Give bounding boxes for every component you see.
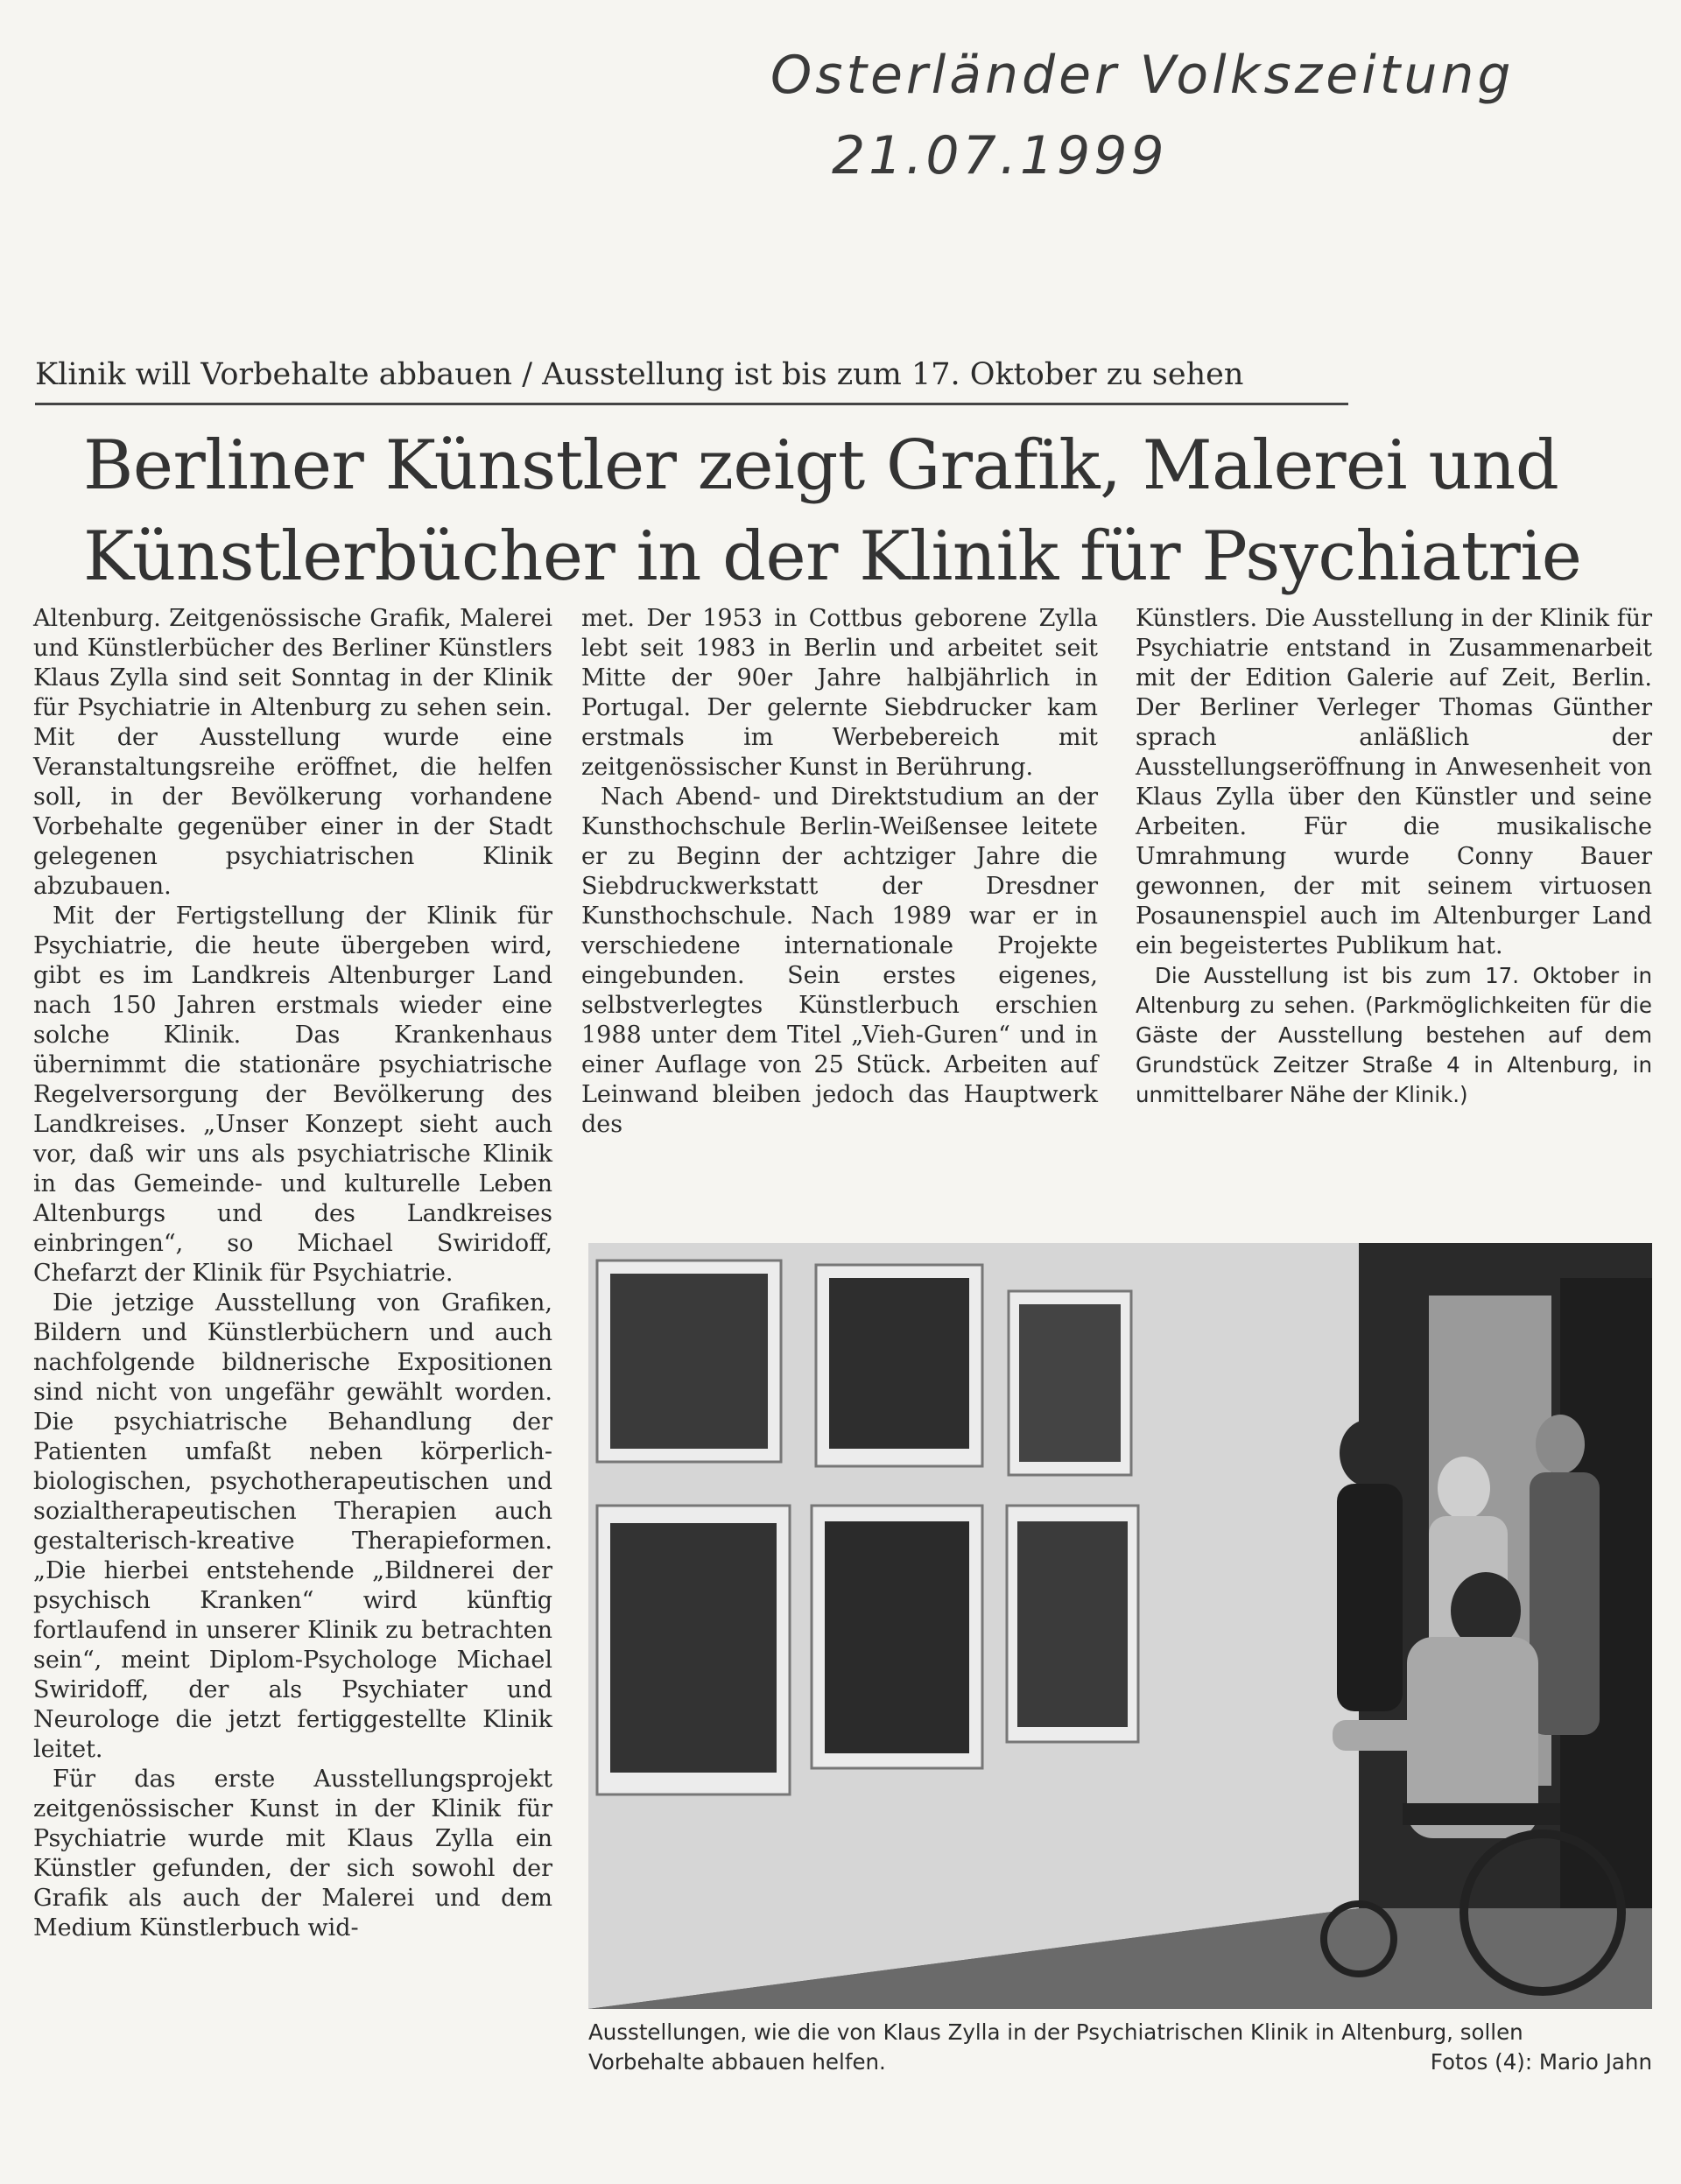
exhibition-photo — [588, 1243, 1652, 2009]
caption-text: Ausstellungen, wie die von Klaus Zylla in der Psychiatrischen Klinik in Altenburg, sollen Vorbehalte abbauen helfen. — [588, 2019, 1523, 2075]
handwritten-date: 21.07.1999 — [832, 125, 1168, 186]
photo-caption — [588, 2018, 1652, 2077]
paragraph: Künstlers. Die Ausstellung in der Klinik für Psychiatrie entstand in Zusammenarbeit mit der Edition Galerie auf Zeit, Berlin. Der Berliner Verleger Thomas Günther sprach anläßlich der Ausstellungseröffnung in Anwesenheit von Klaus Zylla über den Künstler und seine Arbeiten. Für die musikalische Umrahmung wurde Conny Bauer gewonnen, der mit seinem virtuosen Posaunenspiel auch im Altenburger Land ein begeistertes Publikum hat. — [1136, 605, 1652, 959]
article-column-1 — [33, 604, 552, 2118]
exhibition-info: Die Ausstellung ist bis zum 17. Oktober in Altenburg zu sehen. (Parkmöglichkeiten für die Gäste der Ausstellung bestehen auf dem Grundstück Zeitzer Straße 4 in Altenburg, in unmittelbarer Nähe der Klinik.) — [1136, 963, 1652, 1107]
handwritten-note — [770, 35, 1628, 196]
paragraph: met. Der 1953 in Cottbus geborene Zylla lebt seit 1983 in Berlin und arbeitet seit Mitte der 90er Jahre halbjährlich in Portugal. Der gelernte Siebdrucker kam erstmals im Werbebereich mit zeitgenössischer Kunst in Berührung. — [581, 605, 1098, 781]
paragraph: Altenburg. Zeitgenössische Grafik, Malerei und Künstlerbücher des Berliner Künstlers Klaus Zylla sind seit Sonntag in der Klinik für Psychiatrie in Altenburg zu sehen sein. Mit der Ausstellung wurde eine Veranstaltungsreihe eröffnet, die helfen soll, in der Bevölkerung vorhandene Vorbehalte gegenüber einer in der Stadt gelegenen psychiatrischen Klinik abzubauen. — [33, 605, 552, 900]
exhibition-photo-illustration — [588, 1243, 1652, 2009]
headline-line-2: Künstlerbücher in der Klinik für Psychiatrie — [83, 517, 1582, 596]
handwritten-source: Osterländer Volkszeitung — [770, 45, 1515, 106]
overline-rule — [35, 403, 1348, 405]
overline: Klinik will Vorbehalte abbauen / Ausstellung ist bis zum 17. Oktober zu sehen — [35, 357, 1244, 392]
article-column-2 — [581, 604, 1098, 1208]
paragraph: Für das erste Ausstellungsprojekt zeitgenössischer Kunst in der Klinik für Psychiatrie wurde mit Klaus Zylla ein Künstler gefunden, der sich sowohl der Grafik als auch der Malerei und dem Medium Künstlerbuch wid- — [33, 1766, 552, 1942]
paragraph: Die jetzige Ausstellung von Grafiken, Bildern und Künstlerbüchern und auch nachfolgende bildnerische Expositionen sind nicht von ungefähr gewählt worden. Die psychiatrische Behandlung der Patienten umfaßt neben körperlich-biologischen, psychotherapeutischen und sozialtherapeutischen Therapien auch gestalterisch-kreative Therapieformen. „Die hierbei entstehende „Bildnerei der psychisch Kranken“ wird künftig fortlaufend in unserer Klinik zu betrachten sein“, meint Diplom-Psychologe Michael Swiridoff, der als Psychiater und Neurologe die jetzt fertiggestellte Klinik leitet. — [33, 1289, 552, 1763]
photo-credit: Fotos (4): Mario Jahn — [1430, 2049, 1652, 2075]
paragraph: Mit der Fertigstellung der Klinik für Psychiatrie, die heute übergeben wird, gibt es im Landkreis Altenburger Land nach 150 Jahren erstmals wieder eine solche Klinik. Das Krankenhaus übernimmt die stationäre psychiatrische Regelversorgung der Bevölkerung des Landkreises. „Unser Konzept sieht auch vor, daß wir uns als psychiatrische Klinik in das Gemeinde- und kulturelle Leben Altenburgs und des Landkreises einbringen“, so Michael Swiridoff, Chefarzt der Klinik für Psychiatrie. — [33, 902, 552, 1287]
headline — [83, 420, 1650, 602]
paragraph: Nach Abend- und Direktstudium an der Kunsthochschule Berlin-Weißensee leitete er zu Beginn der achtziger Jahre die Siebdruckwerkstatt der Dresdner Kunsthochschule. Nach 1989 war er in verschiedene internationale Projekte eingebunden. Sein erstes eigenes, selbstverlegtes Künstlerbuch erschien 1988 unter dem Titel „Vieh-Guren“ und in einer Auflage von 25 Stück. Arbeiten auf Leinwand bleiben jedoch das Hauptwerk des — [581, 783, 1098, 1138]
article-column-3 — [1136, 604, 1652, 1208]
headline-line-1: Berliner Künstler zeigt Grafik, Malerei und — [83, 426, 1559, 505]
